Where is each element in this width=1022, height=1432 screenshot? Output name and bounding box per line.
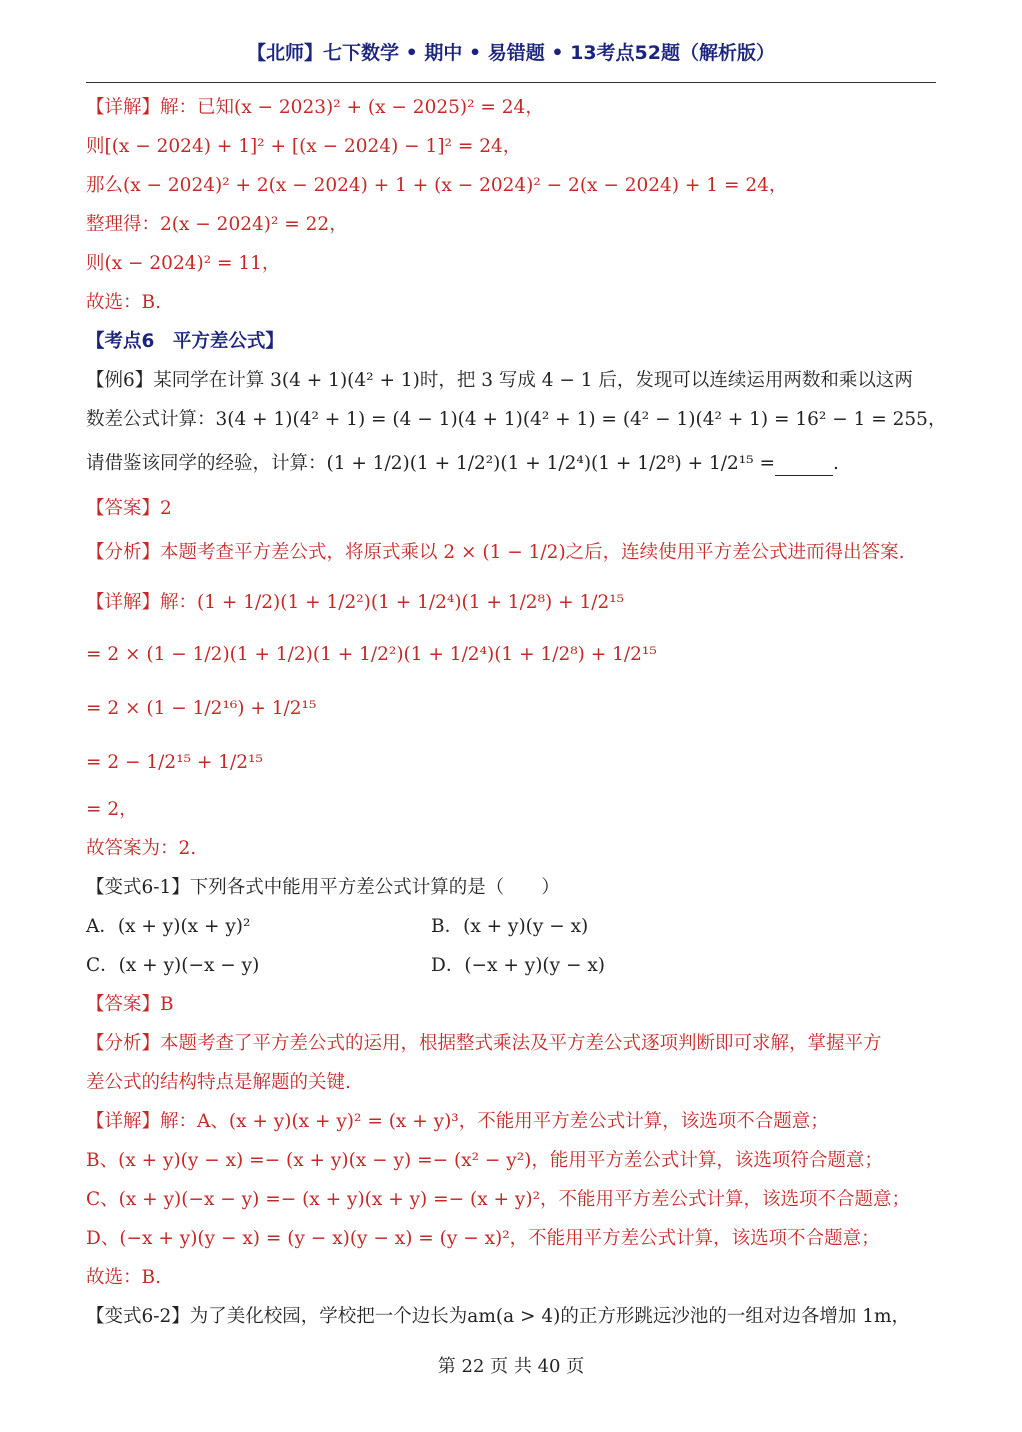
options-row <box>86 907 946 946</box>
analysis-line: 差公式的结构特点是解题的关键. <box>86 1072 351 1093</box>
solution-line: 【详解】解：A、(x + y)(x + y)² = (x + y)³，不能用平方差公式计算，该选项不合题意； <box>86 1111 829 1132</box>
example-question-text: 请借鉴该同学的经验，计算：(1 + 1/2)(1 + 1/2²)(1 + 1/2⁴)(1 + 1/2⁸) + 1/2¹⁵ = <box>86 453 775 474</box>
example-line: 【例6】某同学在计算 3(4 + 1)(4² + 1)时，把 3 写成 4 − 1 后，发现可以连续运用两数和乘以这两 <box>86 370 913 391</box>
analysis-line: 【分析】本题考查平方差公式，将原式乘以 2 × (1 − 1/2)之后，连续使用平方差公式进而得出答案. <box>86 542 905 563</box>
solution-line: 故选：B. <box>86 1267 161 1288</box>
options-row <box>86 946 946 985</box>
solution-line: 【详解】解：已知(x − 2023)² + (x − 2025)² = 24， <box>86 97 544 118</box>
solution-line: 则[(x − 2024) + 1]² + [(x − 2024) − 1]² = 24， <box>86 136 522 157</box>
page-number: 第 22 页 共 40 页 <box>437 1356 585 1377</box>
solution-line: 故选：B. <box>86 292 161 313</box>
solution-line: 那么(x − 2024)² + 2(x − 2024) + 1 + (x − 2024)² − 2(x − 2024) + 1 = 24， <box>86 175 788 196</box>
solution-line: = 2 × (1 − 1/2)(1 + 1/2)(1 + 1/2²)(1 + 1/2⁴)(1 + 1/2⁸) + 1/2¹⁵ <box>86 644 657 665</box>
solution-line: C、(x + y)(−x − y) =− (x + y)(x + y) =− (x + y)²，不能用平方差公式计算，该选项不合题意； <box>86 1189 911 1210</box>
example-line: 数差公式计算：3(4 + 1)(4² + 1) = (4 − 1)(4 + 1)(4² + 1) = (4² − 1)(4² + 1) = 16² − 1 = 255， <box>86 409 947 430</box>
solution-line: 整理得：2(x − 2024)² = 22， <box>86 214 348 235</box>
option-a: A．(x + y)(x + y)² <box>86 916 251 937</box>
solution-line: = 2， <box>86 799 138 820</box>
variant-question-line: 【变式6-2】为了美化校园，学校把一个边长为am(a > 4)的正方形跳远沙池的一组对边各增加 1m， <box>86 1306 911 1327</box>
variant-question-line: 【变式6-1】下列各式中能用平方差公式计算的是（ ） <box>86 877 560 898</box>
answer-line: 【答案】B <box>86 994 174 1015</box>
solution-line: D、(−x + y)(y − x) = (y − x)(y − x) = (y − x)²，不能用平方差公式计算，该选项不合题意； <box>86 1228 880 1249</box>
solution-line: 【详解】解：(1 + 1/2)(1 + 1/2²)(1 + 1/2⁴)(1 + 1/2⁸) + 1/2¹⁵ <box>86 592 625 613</box>
section-heading: 【考点6 平方差公式】 <box>86 331 284 352</box>
answer-blank <box>775 453 833 476</box>
analysis-line: 【分析】本题考查了平方差公式的运用，根据整式乘法及平方差公式逐项判断即可求解，掌握平方 <box>86 1033 882 1054</box>
answer-line: 【答案】2 <box>86 498 172 519</box>
page-footer <box>0 1352 1022 1378</box>
solution-line: 则(x − 2024)² = 11， <box>86 253 281 274</box>
header-divider <box>86 82 936 83</box>
header-title: 【北师】七下数学 • 期中 • 易错题 • 13考点52题（解析版） <box>246 42 775 64</box>
solution-line: = 2 × (1 − 1/2¹⁶) + 1/2¹⁵ <box>86 698 317 719</box>
solution-line: B、(x + y)(y − x) =− (x + y)(x − y) =− (x² − y²)，能用平方差公式计算，该选项符合题意； <box>86 1150 883 1171</box>
option-d: D．(−x + y)(y − x) <box>431 955 605 976</box>
option-c: C．(x + y)(−x − y) <box>86 955 260 976</box>
solution-line: 故答案为：2. <box>86 838 197 859</box>
option-b: B．(x + y)(y − x) <box>431 916 589 937</box>
page-content <box>86 88 946 1336</box>
page-header <box>86 38 936 78</box>
solution-line: = 2 − 1/2¹⁵ + 1/2¹⁵ <box>86 752 263 773</box>
example-question-line: 请借鉴该同学的经验，计算：(1 + 1/2)(1 + 1/2²)(1 + 1/2⁴)(1 + 1/2⁸) + 1/2¹⁵ = . <box>86 453 839 474</box>
